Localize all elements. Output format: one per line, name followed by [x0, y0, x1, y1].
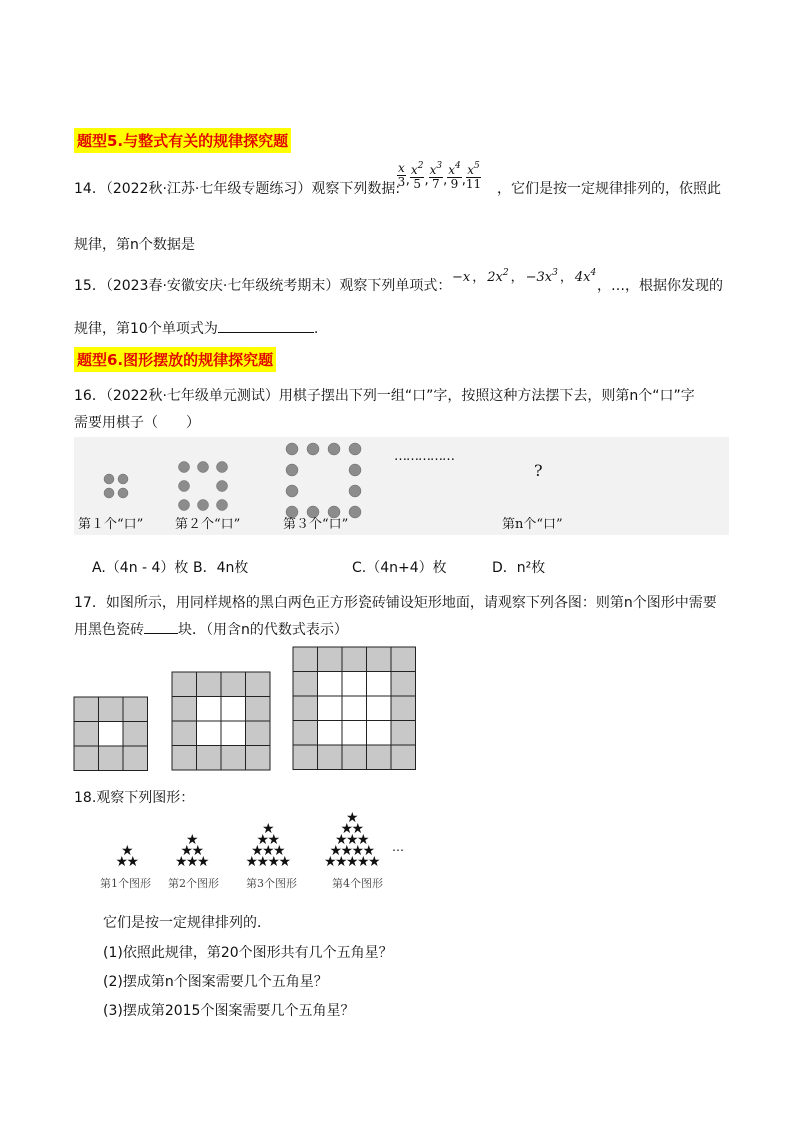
q15-term: $2x^2$ [487, 268, 509, 285]
q17-white-tile [221, 721, 246, 746]
q15-terms [452, 266, 596, 285]
q16-dots-text: …………… [394, 449, 454, 464]
q14-fraction [397, 162, 406, 189]
q15-term: −x [452, 270, 471, 285]
q14-exponent: 5 [474, 161, 480, 171]
q17-text: 如图所示，用同样规格的黑白两色正方形瓷砖铺设矩形地面，请观察下列各图：则第n个图形中需要 [105, 595, 717, 611]
q16-chess-piece [307, 443, 319, 455]
section-6-title: 题型6.图形摆放的规律探究题 [74, 347, 276, 372]
q16-caption-1: 第１个“口” [78, 517, 144, 532]
q18-caption-2: 第2个图形 [168, 877, 219, 890]
q18-star-icon: ★ [278, 854, 292, 870]
q15-term: $-3x^3$ [525, 268, 558, 285]
q14-fraction [429, 160, 444, 191]
q17-white-tile [197, 721, 222, 746]
q18-star-icon: ★ [121, 843, 134, 859]
q17-white-tile [99, 722, 124, 747]
q17-line2-a: 用黑色瓷砖 [74, 622, 144, 638]
q17-dark-tile [99, 697, 124, 722]
q17-dark-tile [172, 672, 197, 697]
q16-line2: 需要用棋子（ ） [74, 415, 200, 431]
q18-star-icon: ★ [262, 843, 275, 859]
q16-option-c[interactable]: C.（4n+4）枚 [352, 560, 447, 576]
q18-star-icon: ★ [197, 854, 210, 870]
q17-dark-tile [391, 745, 416, 770]
q17-dark-tile [293, 647, 318, 672]
q14-fraction-denominator: 3 [397, 175, 406, 189]
q16-chess-piece [179, 500, 190, 511]
q16-figure [74, 437, 729, 535]
q17-dark-tile [123, 697, 148, 722]
q18-star-icon: ★ [256, 854, 270, 870]
q16-chess-piece [217, 500, 228, 511]
q17-dark-tile [391, 647, 416, 672]
q14-fraction [410, 160, 425, 191]
q18-star-icon: ★ [186, 832, 199, 848]
q14-fraction [466, 160, 481, 191]
q17-dark-tile [246, 672, 271, 697]
q16-question-mark: ? [534, 461, 543, 480]
q15-line2-end: . [313, 321, 319, 337]
q17-dark-tile [293, 672, 318, 697]
q16-chess-piece [198, 462, 209, 473]
q15-exponent: 4 [590, 268, 597, 278]
q17-dark-tile [197, 746, 222, 771]
q18-caption-4: 第4个图形 [332, 877, 383, 890]
q17-dark-tile [123, 722, 148, 747]
q18-line1 [74, 789, 194, 807]
q15-source: （2023春·安徽安庆·七年级统考期末）观察下列单项式： [105, 278, 452, 294]
q16-chess-piece [198, 500, 209, 511]
q17-dark-tile [367, 745, 392, 770]
q18-star-icon: ★ [346, 854, 359, 870]
q16-chess-piece [349, 464, 361, 476]
q15-exponent: 2 [502, 268, 509, 278]
q14-comma: , [443, 173, 448, 188]
q17-dark-tile [74, 697, 99, 722]
q16-chess-piece [349, 443, 361, 455]
q17-dark-tile [318, 647, 343, 672]
q15-number: 15． [74, 278, 106, 294]
q18-star-icon: ★ [346, 832, 359, 848]
q17-dark-tile [367, 647, 392, 672]
q18-sub-3: (3)摆成第2015个图案需要几个五角星？ [103, 1003, 355, 1019]
q17-white-tile [342, 696, 367, 721]
q15-exponent: 3 [552, 268, 558, 278]
q17-dark-tile [391, 721, 416, 746]
q16-chess-piece [286, 443, 298, 455]
q16-chess-piece [286, 485, 298, 497]
q18-star-icon: ★ [245, 854, 259, 870]
q14-number: 14． [74, 181, 106, 197]
q17-dark-tile [123, 746, 148, 771]
q17-dark-tile [318, 745, 343, 770]
q18-star-icon: ★ [186, 854, 199, 870]
q18-statement: 它们是按一定规律排列的． [103, 915, 271, 931]
q17-dark-tile [293, 721, 318, 746]
q14-line1 [74, 180, 400, 198]
q15-term: $4x^4$ [574, 268, 597, 285]
q14-fraction-denominator: 11 [465, 177, 482, 191]
q17-white-tile [367, 721, 392, 746]
q16-option-d[interactable]: D．n²枚 [492, 560, 546, 576]
q16-caption-2: 第２个“口” [175, 517, 241, 532]
q17-white-tile [342, 672, 367, 697]
q15-answer-blank[interactable] [218, 332, 314, 333]
q18-star-icon: ★ [115, 854, 129, 870]
q18-star-icon: ★ [335, 832, 348, 848]
q16-chess-piece [104, 474, 114, 484]
q14-exponent: 2 [417, 161, 424, 171]
q18-star-icon: ★ [346, 810, 359, 826]
q16-text: （2022秋·七年级单元测试）用棋子摆出下列一组“口”字，按照这种方法摆下去，则第n个“口”字 [105, 388, 695, 404]
q17-dark-tile [74, 746, 99, 771]
q14-source: （2022秋·江苏·七年级专题练习）观察下列数据: [105, 181, 401, 197]
q14-fractions [397, 160, 481, 191]
q18-star-icon: ★ [324, 854, 337, 870]
q17-dark-tile [342, 647, 367, 672]
q18-star-icon: ★ [362, 843, 376, 859]
q17-white-tile [318, 672, 343, 697]
q17-dark-tile [391, 696, 416, 721]
q18-sub-2: (2)摆成第n个图案需要几个五角星？ [103, 974, 328, 990]
q17-dark-tile [74, 722, 99, 747]
q17-white-tile [342, 721, 367, 746]
q17-figures [72, 646, 420, 772]
q16-chess-piece [328, 443, 340, 455]
q18-star-icon: ★ [251, 843, 264, 859]
q17-white-tile [318, 721, 343, 746]
q17-white-tile [367, 672, 392, 697]
q14-fraction-numerator: $x^3$ [429, 161, 443, 177]
q16-chess-piece [349, 485, 361, 497]
q18-ellipsis: … [392, 840, 404, 854]
q16-caption-3: 第３个“口” [283, 517, 349, 532]
q18-star-icon: ★ [357, 854, 370, 870]
q18-star-icon: ★ [368, 854, 381, 870]
q15-line2 [74, 320, 318, 338]
q18-star-icon: ★ [126, 854, 140, 870]
q17-line2 [74, 621, 348, 639]
q18-figures [100, 810, 420, 890]
q17-dark-tile [221, 672, 246, 697]
q16-chess-piece [286, 464, 298, 476]
q15-comma: ， [510, 270, 524, 285]
q17-dark-tile [197, 672, 222, 697]
q14-fraction-numerator: $x^2$ [410, 161, 424, 177]
q16-chess-piece [179, 462, 190, 473]
q14-fraction-denominator: 7 [432, 177, 440, 191]
q16-caption-n: 第n个“口” [502, 517, 563, 532]
q18-star-icon: ★ [267, 832, 281, 848]
q18-sub-1: (1)依照此规律，第20个图形共有几个五角星？ [103, 945, 393, 961]
q16-option-b[interactable]: B．4n枚 [193, 560, 249, 576]
q18-star-icon: ★ [262, 821, 275, 837]
q17-dark-tile [391, 672, 416, 697]
q18-star-icon: ★ [180, 843, 194, 859]
q14-comma: , [461, 173, 466, 188]
q17-dark-tile [246, 746, 271, 771]
q16-chess-piece [217, 481, 228, 492]
q18-star-icon: ★ [273, 843, 286, 859]
q16-chess-piece [104, 488, 114, 498]
q17-line2-b: 块．（用含n的代数式表示） [178, 622, 348, 638]
q18-star-icon: ★ [351, 821, 365, 837]
q14-exponent: 4 [455, 161, 461, 171]
q18-number: 18. [74, 790, 97, 806]
q16-chess-piece [179, 481, 190, 492]
q17-number: 17． [74, 595, 106, 611]
q16-chess-piece [217, 462, 228, 473]
q16-option-a[interactable]: A.（4n - 4）枚 [92, 560, 189, 576]
q17-dark-tile [246, 721, 271, 746]
q14-fraction-numerator: x [398, 161, 405, 175]
q16-chess-piece [349, 506, 361, 518]
q17-dark-tile [172, 697, 197, 722]
q17-dark-tile [246, 697, 271, 722]
q14-comma: , [405, 173, 410, 188]
q18-star-icon: ★ [340, 821, 354, 837]
q14-fraction-numerator: $x^5$ [467, 161, 480, 177]
q17-dark-tile [172, 746, 197, 771]
q16-chess-piece [118, 488, 128, 498]
q17-white-tile [367, 696, 392, 721]
q18-star-icon: ★ [357, 832, 370, 848]
q17-answer-blank[interactable] [144, 633, 178, 634]
q15-line1 [74, 277, 451, 295]
section-5-title: 题型5.与整式有关的规律探究题 [74, 128, 291, 153]
q18-star-icon: ★ [256, 832, 270, 848]
q17-dark-tile [99, 746, 124, 771]
q17-dark-tile [172, 721, 197, 746]
q18-star-icon: ★ [335, 854, 348, 870]
q17-dark-tile [293, 745, 318, 770]
q17-dark-tile [221, 746, 246, 771]
q18-caption-3: 第3个图形 [246, 877, 297, 890]
q17-line1 [74, 594, 717, 612]
q15-comma: ， [559, 270, 573, 285]
q18-star-icon: ★ [340, 843, 354, 859]
q18-intro: 观察下列图形： [96, 790, 195, 806]
q17-dark-tile [342, 745, 367, 770]
q18-caption-1: 第1个图形 [100, 877, 151, 890]
q18-star-icon: ★ [175, 854, 188, 870]
q15-after: ，…，根据你发现的 [597, 278, 723, 294]
q17-white-tile [197, 697, 222, 722]
q14-line2: 规律，第n个数据是 [74, 237, 195, 253]
q15-comma: ， [472, 270, 486, 285]
q16-number: 16． [74, 388, 106, 404]
q18-star-icon: ★ [329, 843, 343, 859]
q14-fraction-numerator: $x^4$ [448, 161, 461, 177]
q14-fraction-denominator: 9 [450, 177, 459, 191]
q16-line1 [74, 387, 695, 405]
q14-fraction-denominator: 5 [413, 177, 421, 191]
q17-white-tile [221, 697, 246, 722]
q15-line2-text: 规律，第10个单项式为 [74, 321, 218, 337]
q18-star-icon: ★ [351, 843, 365, 859]
q14-fraction [447, 160, 462, 191]
q16-chess-piece [118, 474, 128, 484]
q18-star-icon: ★ [191, 843, 205, 859]
q17-dark-tile [293, 696, 318, 721]
q14-comma: , [424, 173, 429, 188]
q18-star-icon: ★ [267, 854, 281, 870]
q17-white-tile [318, 696, 343, 721]
q14-after: ，它们是按一定规律排列的，依照此 [497, 181, 721, 197]
q14-exponent: 3 [436, 161, 443, 171]
